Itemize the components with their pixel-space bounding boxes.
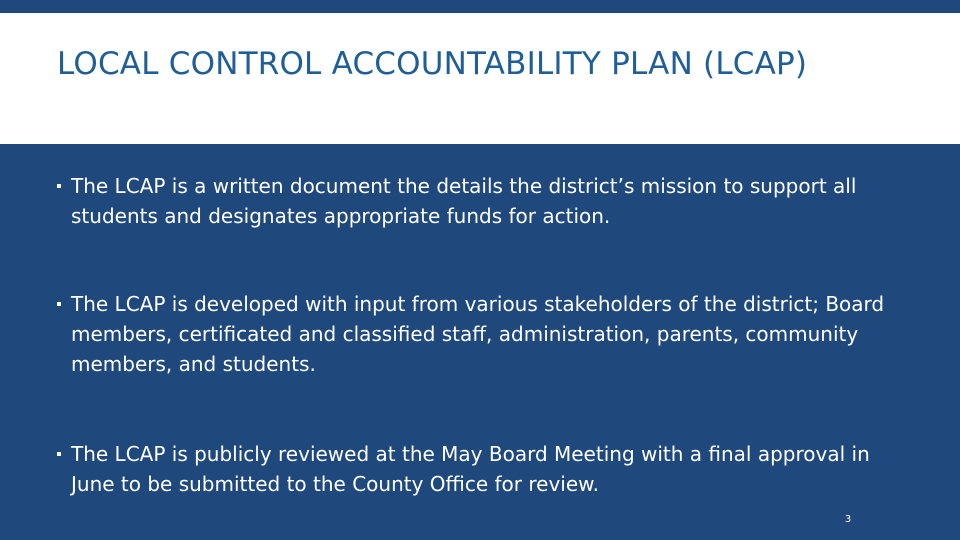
- bullet-marker-icon: [57, 302, 61, 306]
- bullet-item-3: [57, 439, 917, 499]
- top-band: [0, 0, 960, 13]
- bullet-text-3: The LCAP is publicly reviewed at the May Board Meeting with a final approval in June to be submitted to the County Office for review.: [71, 442, 870, 496]
- page-number: 3: [844, 514, 852, 525]
- title-area: [0, 13, 960, 144]
- bullet-item-1: [57, 171, 917, 231]
- bullet-item-2: [57, 289, 917, 379]
- bullet-marker-icon: [57, 184, 61, 188]
- content-area: [0, 144, 960, 540]
- bullet-text-1: The LCAP is a written document the details the district’s mission to support all students and designates appropriate funds for action.: [71, 174, 857, 228]
- bullet-text-2: The LCAP is developed with input from various stakeholders of the district; Board members, certificated and classified staff, administration, parents, community members, and students.: [71, 292, 885, 376]
- bullet-marker-icon: [57, 452, 61, 456]
- slide-title: LOCAL CONTROL ACCOUNTABILITY PLAN (LCAP): [57, 46, 808, 82]
